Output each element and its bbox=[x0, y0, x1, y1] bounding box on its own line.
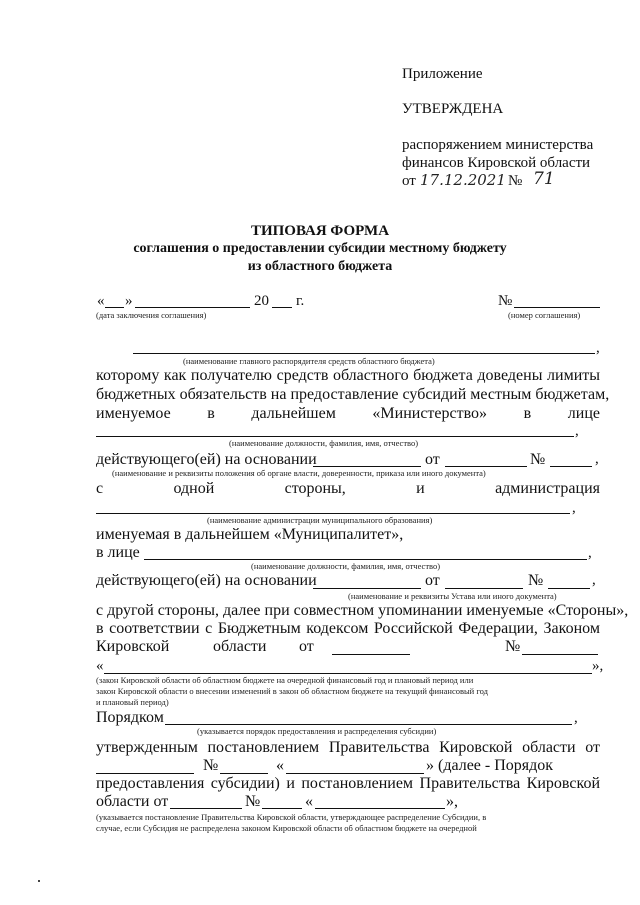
from-label-2: от bbox=[425, 572, 440, 589]
order-number-label: № bbox=[508, 173, 523, 189]
month-field[interactable] bbox=[135, 307, 250, 308]
final-caption-2: случае, если Субсидия не распределена законом Кировской области об областном бюджете на очередной bbox=[96, 823, 477, 833]
resolution-quote-open-2: « bbox=[305, 793, 313, 810]
official-position-field-2[interactable] bbox=[144, 559, 587, 560]
resolution-number-label-2: № bbox=[245, 793, 261, 810]
agreement-number-field[interactable] bbox=[514, 307, 600, 308]
resolution-name-field-1[interactable] bbox=[286, 773, 424, 774]
law-number-label: № bbox=[505, 638, 521, 655]
basis-number-field-2[interactable] bbox=[548, 588, 590, 589]
acting-basis-label-2: действующего(ей) на основании bbox=[96, 572, 317, 589]
paragraph-4-line-4: области от bbox=[96, 793, 169, 810]
order-line-1: распоряжением министерства bbox=[402, 137, 594, 153]
basis-date-field-1[interactable] bbox=[445, 466, 527, 467]
paragraph-4-line-1: утвержденным постановлением Правительства Кировской области от bbox=[96, 739, 600, 756]
law-number-field[interactable] bbox=[522, 654, 598, 655]
basis-caption-2: (наименование и реквизиты Устава или иного документа) bbox=[348, 591, 557, 601]
procedure-caption: (указывается порядок предоставления и распределения субсидии) bbox=[197, 726, 437, 736]
scan-speck bbox=[38, 880, 40, 882]
order-number-handwritten: 71 bbox=[533, 169, 555, 189]
order-from-label: от bbox=[402, 173, 416, 189]
from-label-1: от bbox=[425, 451, 440, 468]
number-label-2: № bbox=[528, 572, 544, 589]
approved-label: УТВЕРЖДЕНА bbox=[402, 101, 504, 117]
resolution-number-field-1[interactable] bbox=[220, 773, 268, 774]
law-quote-close: », bbox=[592, 658, 604, 674]
resolution-date-field-2[interactable] bbox=[170, 808, 242, 809]
law-from-label: от bbox=[299, 638, 314, 655]
paragraph-1-line-3: именуемое в дальнейшем «Министерство» в лице bbox=[96, 405, 600, 422]
administration-name-field[interactable] bbox=[96, 513, 570, 514]
resolution-name-field-2[interactable] bbox=[315, 808, 445, 809]
position-caption-1: (наименование должности, фамилия, имя, отчество) bbox=[229, 438, 419, 448]
final-caption-1: (указывается постановление Правительства Кировской области, утверждающее распределение Субсидии, в bbox=[96, 812, 487, 822]
date-quote-open: « bbox=[97, 293, 105, 309]
form-title: ТИПОВАЯ ФОРМА bbox=[250, 223, 390, 239]
basis-document-field-1[interactable] bbox=[313, 466, 421, 467]
agreement-number-label: № bbox=[498, 293, 513, 309]
law-quote-open: « bbox=[96, 658, 104, 674]
year-suffix: г. bbox=[296, 293, 305, 309]
basis-caption-1: (наименование и реквизиты положения об органе власти, доверенности, приказа или иного документа) bbox=[112, 468, 486, 478]
resolution-rest-1: » (далее - Порядок bbox=[426, 757, 554, 774]
year-prefix: 20 bbox=[254, 293, 269, 309]
position-caption-2: (наименование должности, фамилия, имя, отчество) bbox=[251, 561, 441, 571]
form-subtitle-2: из областного бюджета bbox=[247, 259, 393, 274]
administration-caption: (наименование администрации муниципального образования) bbox=[207, 515, 433, 525]
paragraph-2-line-1: с одной стороны, и администрация bbox=[96, 480, 600, 497]
form-subtitle-1: соглашения о предоставлении субсидии местному бюджету bbox=[133, 241, 507, 256]
basis-document-field-2[interactable] bbox=[313, 588, 421, 589]
in-person-label: в лице bbox=[96, 544, 140, 561]
law-caption-3: и плановый период) bbox=[96, 697, 169, 707]
appendix-label: Приложение bbox=[402, 66, 483, 82]
law-name-field[interactable] bbox=[104, 673, 592, 674]
number-caption: (номер соглашения) bbox=[508, 310, 581, 320]
year-field[interactable] bbox=[272, 307, 292, 308]
procedure-field[interactable] bbox=[165, 724, 572, 725]
date-quote-close: » bbox=[125, 293, 133, 309]
order-date-handwritten: 17.12.2021 bbox=[420, 171, 506, 189]
law-date-field[interactable] bbox=[332, 654, 410, 655]
region-word: Кировской bbox=[96, 638, 170, 655]
comma: , bbox=[596, 340, 600, 356]
resolution-number-field-2[interactable] bbox=[262, 808, 302, 809]
date-caption: (дата заключения соглашения) bbox=[96, 310, 207, 320]
order-line-2: финансов Кировской области bbox=[402, 155, 591, 171]
basis-date-field-2[interactable] bbox=[445, 588, 523, 589]
ministry-caption: (наименование главного распорядителя средств областного бюджета) bbox=[183, 356, 435, 366]
procedure-label: Порядком bbox=[96, 709, 164, 726]
resolution-quote-close-2: », bbox=[446, 793, 458, 810]
paragraph-3-line-2: в соответствии с Бюджетным кодексом Российской Федерации, Законом bbox=[96, 620, 600, 637]
paragraph-4-line-3: предоставления субсидии) и постановлением Правительства Кировской bbox=[96, 775, 600, 792]
acting-basis-label-1: действующего(ей) на основании bbox=[96, 451, 317, 468]
municipality-named: именуемая в дальнейшем «Муниципалитет», bbox=[96, 526, 404, 543]
ministry-name-field[interactable] bbox=[133, 353, 595, 354]
law-caption-1: (закон Кировской области об областном бюджете на очередной финансовый год и плановый период или bbox=[96, 675, 474, 685]
day-field[interactable] bbox=[105, 307, 124, 308]
number-label-1: № bbox=[530, 451, 546, 468]
paragraph-1-line-2: бюджетных обязательств на предоставление субсидий местным бюджетам, bbox=[96, 386, 610, 403]
region-word-2: области bbox=[213, 638, 267, 655]
law-caption-2: закон Кировской области о внесении изменений в закон об областном бюджете на текущий финансовый год bbox=[96, 686, 488, 696]
resolution-number-label-1: № bbox=[203, 757, 219, 774]
paragraph-3-line-1: с другой стороны, далее при совместном упоминании именуемые «Стороны», bbox=[96, 602, 629, 619]
resolution-quote-open-1: « bbox=[276, 757, 284, 774]
resolution-date-field-1[interactable] bbox=[96, 773, 194, 774]
basis-number-field-1[interactable] bbox=[550, 466, 592, 467]
official-position-field-1[interactable] bbox=[96, 436, 574, 437]
paragraph-1-line-1: которому как получателю средств областного бюджета доведены лимиты bbox=[96, 367, 600, 384]
